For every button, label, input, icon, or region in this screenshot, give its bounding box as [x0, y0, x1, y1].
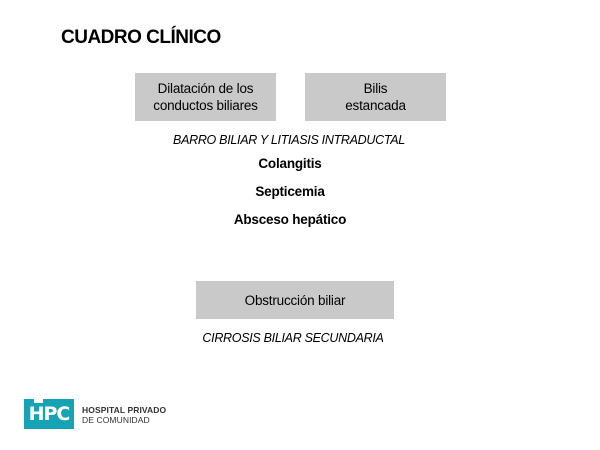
obstruccion-label: Obstrucción biliar	[244, 292, 346, 308]
bilis-line-1: Bilis	[363, 81, 388, 96]
cirrosis-text: CIRROSIS BILIAR SECUNDARIA	[202, 331, 384, 345]
dilatacion-line-2: conductos biliares	[153, 98, 258, 113]
hpc-logo: HPC	[24, 399, 74, 429]
hospital-name	[82, 405, 166, 425]
dilatacion-box	[135, 73, 276, 121]
colangitis-text: Colangitis	[258, 156, 322, 171]
septicemia-text: Septicemia	[255, 184, 325, 199]
slide-title: CUADRO CLÍNICO	[61, 27, 221, 48]
hospital-name-line-1: HOSPITAL PRIVADO	[82, 405, 167, 415]
absceso-text: Absceso hepático	[233, 212, 347, 227]
bilis-box	[305, 73, 446, 121]
barro-biliar-text: BARRO BILIAR Y LITIASIS INTRADUCTAL	[173, 133, 405, 147]
obstruccion-box	[196, 281, 394, 319]
bilis-line-2: estancada	[345, 98, 406, 113]
hospital-name-line-2: DE COMUNIDAD	[82, 415, 150, 425]
dilatacion-line-1: Dilatación de los	[157, 81, 254, 96]
